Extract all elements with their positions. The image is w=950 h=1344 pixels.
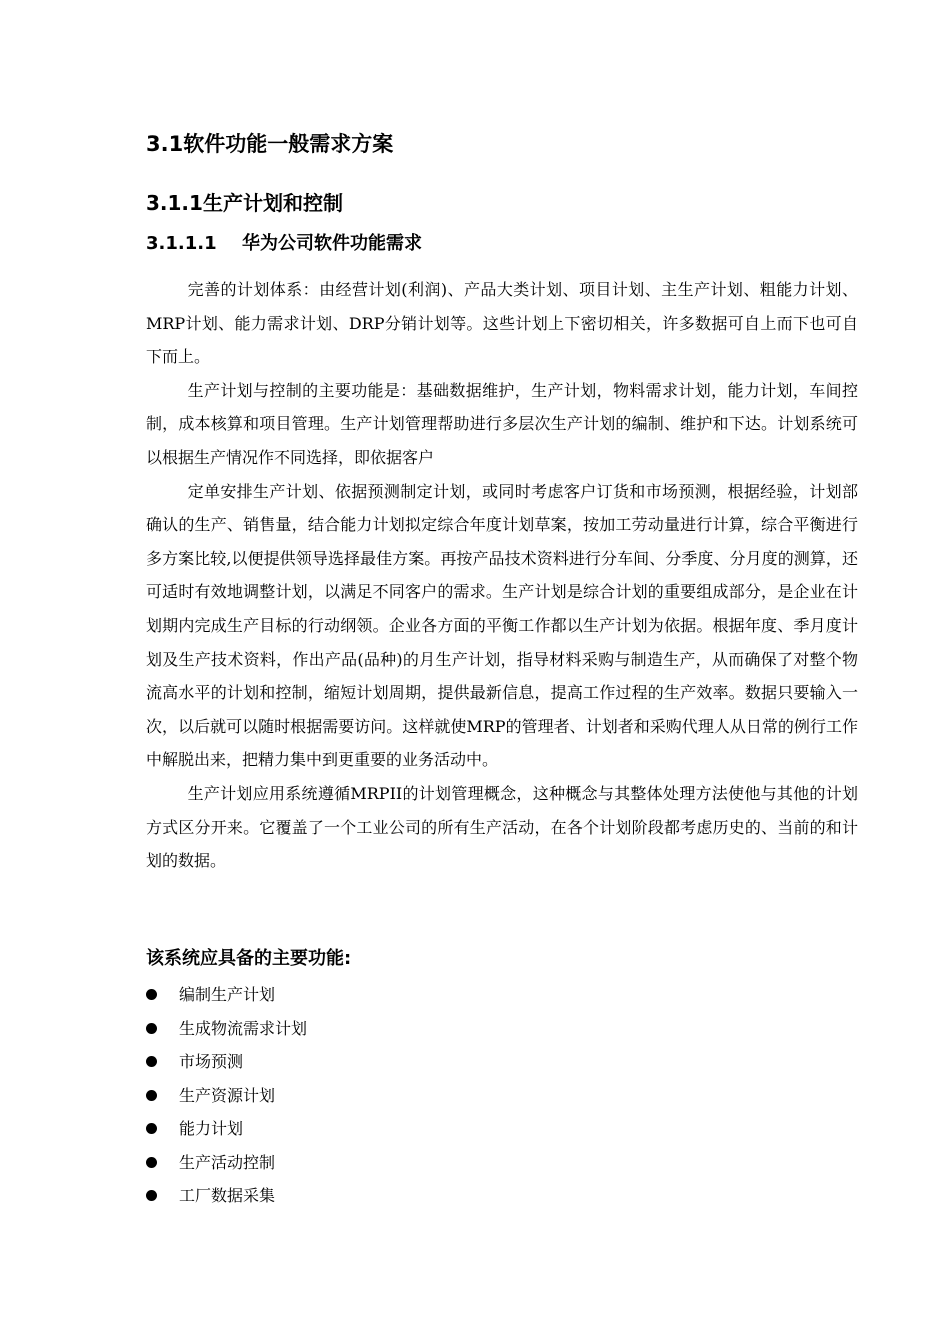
list-item xyxy=(146,1079,307,1113)
subsection-title: 3.1.1生产计划和控制 xyxy=(146,191,343,215)
subsubsection-number: 3.1.1.1 xyxy=(146,233,217,254)
list-item-label: 生产资源计划 xyxy=(179,1085,276,1105)
bullet-icon xyxy=(146,1190,157,1201)
paragraph: 生产计划与控制的主要功能是：基础数据维护，生产计划，物料需求计划，能力计划，车间控制，成本核算和项目管理。生产计划管理帮助进行多层次生产计划的编制、维护和下达。计划系统可以根据生产情况作不同选择，即依据客户 xyxy=(146,380,858,467)
functions-heading: 该系统应具备的主要功能: xyxy=(146,948,352,969)
list-item xyxy=(146,1146,307,1180)
paragraph: 生产计划应用系统遵循MRPII的计划管理概念，这种概念与其整体处理方法使他与其他的计划方式区分开来。它覆盖了一个工业公司的所有生产活动，在各个计划阶段都考虑历史的、当前的和计划的数据。 xyxy=(146,783,858,871)
bullet-icon xyxy=(146,1023,157,1034)
section-title: 3.1软件功能一般需求方案 xyxy=(146,132,394,156)
paragraph: 定单安排生产计划、依据预测制定计划，或同时考虑客户订货和市场预测，根据经验，计划部确认的生产、销售量，结合能力计划拟定综合年度计划草案，按加工劳动量进行计算，综合平衡进行多方案比较,以便提供领导选择最佳方案。再按产品技术资料进行分车间、分季度、分月度的测算，还可适时有效地调整计划，以满足不同客户的需求。生产计划是综合计划的重要组成部分，是企业在计划期内完成生产目标的行动纲领。企业各方面的平衡工作都以生产计划为依据。根据年度、季月度计划及生产技术资料，作出产品(品种)的月生产计划，指导材料采购与制造生产，从而确保了对整个物流高水平的计划和控制，缩短计划周期，提供最新信息，提高工作过程的生产效率。数据只要输入一次，以后就可以随时根据需要访问。这样就使MRP的管理者、计划者和采购代理人从日常的例行工作中解脱出来，把精力集中到更重要的业务活动中。 xyxy=(146,481,858,770)
body-text xyxy=(146,273,858,878)
functions-list xyxy=(146,978,307,1213)
list-item-label: 工厂数据采集 xyxy=(179,1186,276,1205)
list-item xyxy=(146,978,307,1012)
list-item-label: 能力计划 xyxy=(179,1119,244,1138)
list-item-label: 生成物流需求计划 xyxy=(179,1018,308,1038)
subsubsection-title: 华为公司软件功能需求 xyxy=(242,233,422,254)
bullet-icon xyxy=(146,989,157,1000)
bullet-icon xyxy=(146,1157,157,1168)
bullet-icon xyxy=(146,1123,157,1134)
paragraph: 完善的计划体系：由经营计划(利润)、产品大类计划、项目计划、主生产计划、粗能力计划、MRP计划、能力需求计划、DRP分销计划等。这些计划上下密切相关，许多数据可自上而下也可自下而上。 xyxy=(146,280,858,367)
list-item xyxy=(146,1012,307,1046)
subsubsection-heading xyxy=(146,228,422,260)
bullet-icon xyxy=(146,1090,157,1101)
list-item xyxy=(146,1179,307,1213)
bullet-icon xyxy=(146,1056,157,1067)
list-item xyxy=(146,1045,307,1079)
list-item-label: 生产活动控制 xyxy=(179,1152,276,1172)
list-item xyxy=(146,1112,307,1146)
list-item-label: 编制生产计划 xyxy=(179,985,276,1004)
list-item-label: 市场预测 xyxy=(179,1052,244,1071)
